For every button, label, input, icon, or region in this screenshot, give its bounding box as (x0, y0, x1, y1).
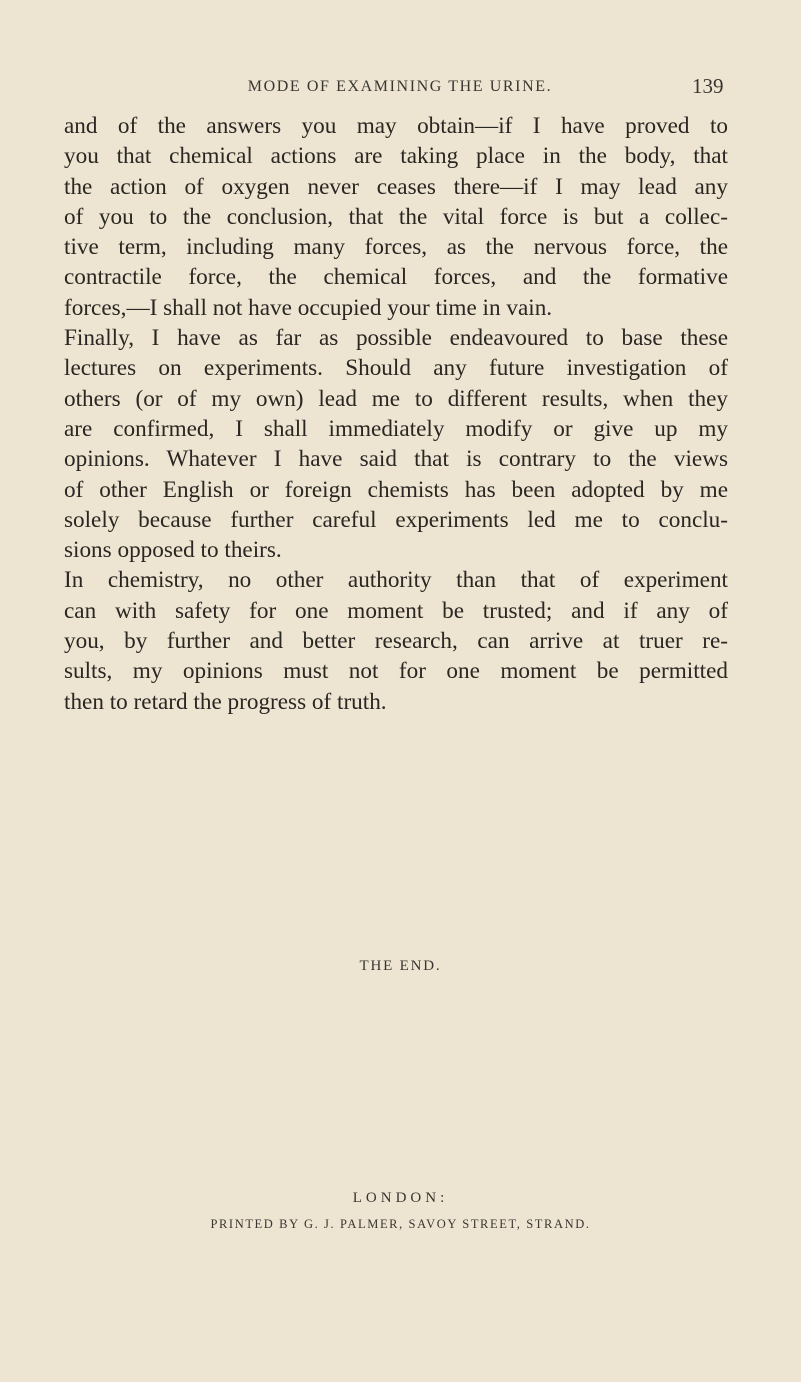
text-line: can with safety for one moment be trusted; and if any of (64, 597, 728, 624)
text-line: lectures on experiments. Should any future investigation of (64, 355, 728, 382)
text-line: sions opposed to theirs. (64, 537, 282, 564)
text-line: Finally, I have as far as possible endeavoured to base these (64, 325, 728, 352)
text-line: you that chemical actions are taking place in the body, that (64, 143, 728, 170)
text-line: you, by further and better research, can arrive at truer re- (64, 628, 728, 655)
text-line: of you to the conclusion, that the vital force is but a collec- (64, 203, 728, 230)
imprint-printer: PRINTED BY G. J. PALMER, SAVOY STREET, STRAND. (210, 1217, 591, 1231)
the-end-heading: THE END. (359, 958, 442, 974)
text-line: sults, my opinions must not for one moment be permitted (64, 658, 728, 685)
text-line: contractile force, the chemical forces, and the formative (64, 264, 728, 291)
text-line: forces,—I shall not have occupied your time in vain. (64, 294, 553, 321)
text-line: are confirmed, I shall immediately modify or give up my (64, 415, 728, 442)
text-line: solely because further careful experiments led me to conclu- (64, 506, 728, 533)
text-line: and of the answers you may obtain—if I have proved to (64, 113, 728, 139)
page-number: 139 (692, 74, 724, 98)
text-line: of other English or foreign chemists has been adopted by me (64, 476, 728, 503)
text-line: then to retard the progress of truth. (64, 688, 387, 715)
text-line: the action of oxygen never ceases there—if I may lead any (64, 173, 728, 200)
imprint-city: LONDON: (352, 1190, 449, 1206)
text-line: opinions. Whatever I have said that is contrary to the views (64, 446, 728, 473)
text-line: tive term, including many forces, as the nervous force, the (64, 234, 728, 261)
body-text (64, 111, 728, 717)
text-line: In chemistry, no other authority than that of experiment (64, 567, 728, 594)
text-line: others (or of my own) lead me to different results, when they (64, 385, 728, 412)
running-head: MODE OF EXAMINING THE URINE. (247, 78, 553, 95)
